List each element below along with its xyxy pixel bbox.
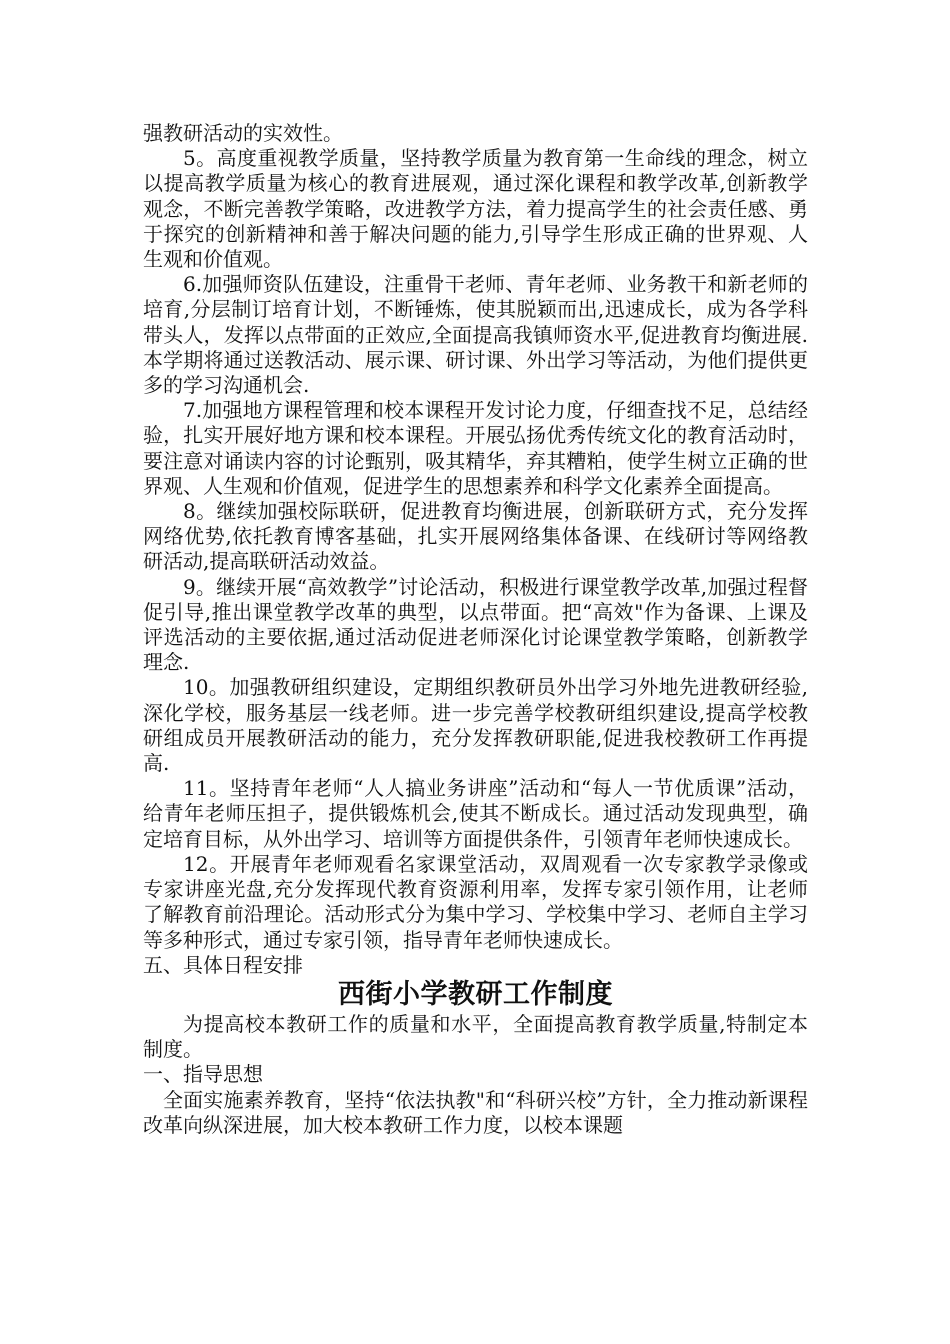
paragraph-item-7: 7.加强地方课程管理和校本课程开发讨论力度，仔细查找不足，总结经验，扎实开展好地方课和校本课程。开展弘扬优秀传统文化的教育活动时，要注意对诵读内容的讨论甄别，吸其精华，弃其糟粕，使学生树立正确的世界观、人生观和价值观，促进学生的思想素养和科学文化素养全面提高。 [143,398,808,498]
intro-paragraph: 为提高校本教研工作的质量和水平，全面提高教育教学质量,特制定本制度。 [143,1011,808,1062]
paragraph-continuation: 强教研活动的实效性。 [143,121,343,145]
section-heading-five: 五、具体日程安排 [143,952,303,977]
document-page [143,121,808,1138]
paragraph-item-8: 8。继续加强校际联研，促进教育均衡进展，创新联研方式，充分发挥网络优势,依托教育博客基础，扎实开展网络集体备课、在线研讨等网络教研活动,提高联研活动效益。 [143,499,808,574]
paragraph-item-6: 6.加强师资队伍建设，注重骨干老师、青年老师、业务教干和新老师的培育,分层制订培育计划，不断锤炼，使其脱颖而出,迅速成长，成为各学科带头人，发挥以点带面的正效应,全面提高我镇师资水平,促进教育均衡进展.本学期将通过送教活动、展示课、研讨课、外出学习等活动，为他们提供更多的学习沟通机会. [143,272,808,398]
guiding-paragraph: 全面实施素养教育，坚持“依法执教"和“科研兴校”方针，全力推动新课程改革向纵深进展，加大校本教研工作力度，以校本课题 [143,1087,808,1137]
paragraph-item-5: 5。高度重视教学质量，坚持教学质量为教育第一生命线的理念，树立以提高教学质量为核心的教育进展观，通过深化课程和教学改革,创新教学观念，不断完善教学策略，改进教学方法，着力提高学生的社会责任感、勇于探究的创新精神和善于解决问题的能力,引导学生形成正确的世界观、人生观和价值观。 [143,146,808,272]
document-title: 西街小学教研工作制度 [338,978,613,1010]
section-heading-one: 一、指导思想 [143,1062,263,1087]
paragraph-item-9: 9。继续开展“高效教学”讨论活动，积极进行课堂教学改革,加强过程督促引导,推出课堂教学改革的典型，以点带面。把“高效"作为备课、上课及评选活动的主要依据,通过活动促进老师深化讨论课堂教学策略，创新教学理念. [143,574,808,675]
paragraph-item-11: 11。坚持青年老师“人人搞业务讲座”活动和“每人一节优质课”活动，给青年老师压担子，提供锻炼机会,使其不断成长。通过活动发现典型，确定培育目标，从外出学习、培训等方面提供条件，引领青年老师快速成长。 [143,776,808,851]
paragraph-item-12: 12。开展青年老师观看名家课堂活动，双周观看一次专家教学录像或专家讲座光盘,充分发挥现代教育资源利用率，发挥专家引领作用，让老师了解教育前沿理论。活动形式分为集中学习、学校集中学习、老师自主学习等多种形式，通过专家引领，指导青年老师快速成长。 [143,851,808,952]
paragraph-item-10: 10。加强教研组织建设，定期组织教研员外出学习外地先进教研经验,深化学校，服务基层一线老师。进一步完善学校教研组织建设,提高学校教研组成员开展教研活动的能力，充分发挥教研职能,促进我校教研工作再提高. [143,675,808,776]
